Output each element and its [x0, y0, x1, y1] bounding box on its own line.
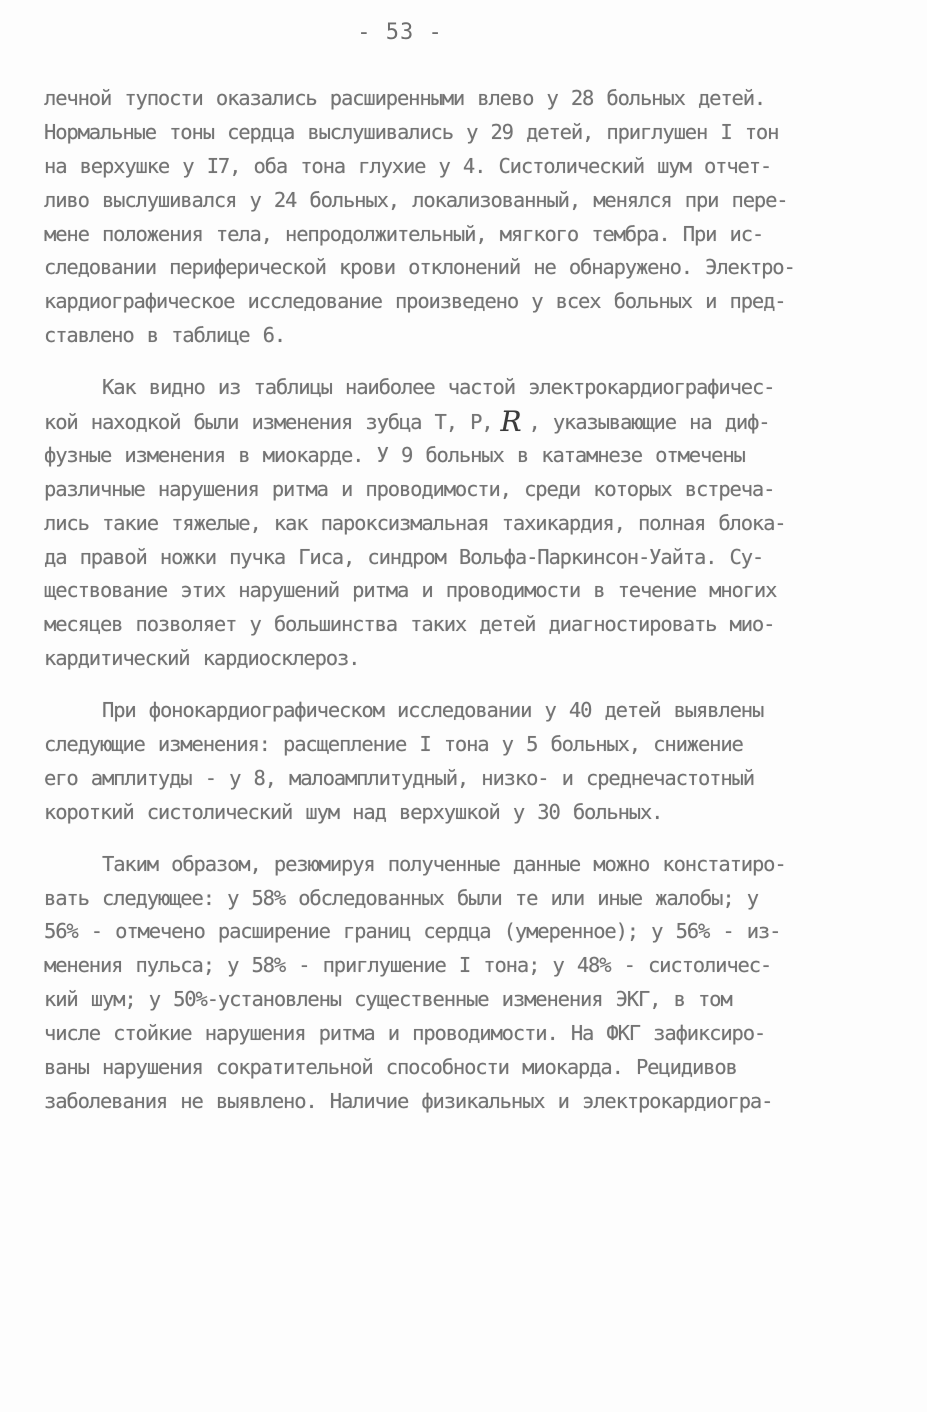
paragraph-gap	[44, 676, 874, 694]
handwritten-letter: R	[500, 405, 521, 439]
paragraph	[44, 82, 874, 353]
text-fragment: кой находкой были изменения зубца Т, Р,	[44, 410, 493, 435]
text-line: ваны нарушения сократительной способности миокарда. Рецидивов	[44, 1055, 737, 1080]
text-line: следующие изменения: расщепление I тона у 5 больных, снижение	[44, 732, 743, 757]
text-line: его амплитуды - у 8, малоамплитудный, низко- и среднечастотный	[44, 765, 754, 790]
text-line: Как видно из таблицы наиболее частой электрокардиографичес-	[102, 375, 775, 400]
text-line: числе стойкие нарушения ритма и проводимости. На ФКГ зафиксиро-	[44, 1021, 766, 1046]
text-line: да правой ножки пучка Гиса, синдром Вольфа-Паркинсон-Уайта. Су-	[44, 544, 764, 569]
text-line: мене положения тела, непродолжительный, мягкого тембра. При ис-	[44, 221, 764, 246]
text-line: лись такие тяжелые, как пароксизмальная тахикардия, полная блока-	[44, 510, 786, 535]
text-line: различные нарушения ритма и проводимости, среди которых встреча-	[44, 476, 775, 501]
text-line: При фонокардиографическом исследовании у 40 детей выявлены	[102, 698, 764, 723]
paragraph	[44, 371, 874, 676]
text-line: ливо выслушивался у 24 больных, локализованный, менялся при пере-	[44, 187, 788, 212]
text-line: на верхушке у I7, оба тона глухие у 4. Систолический шум отчет-	[44, 153, 772, 178]
text-line: вать следующее: у 58% обследованных были те или иные жалобы; у	[44, 885, 758, 910]
text-line: следовании периферической крови отклонений не обнаружено. Электро-	[44, 255, 795, 280]
text-line: кардиографическое исследование произведено у всех больных и пред-	[44, 289, 786, 314]
text-fragment: , указывающие на диф-	[528, 410, 770, 435]
text-line: фузные изменения в миокарде. У 9 больных в катамнезе отмечены	[44, 442, 745, 467]
text-line: Таким образом, резюмируя полученные данные можно констатиро-	[102, 851, 786, 876]
text-line: 56% - отмечено расширение границ сердца (умеренное); у 56% - из-	[44, 919, 781, 944]
text-line: Нормальные тоны сердца выслушивались у 29 детей, приглушен I тон	[44, 119, 779, 144]
text-line: заболевания не выявлено. Наличие физикальных и электрокардиогра-	[44, 1088, 773, 1113]
text-line-with-handwriting	[44, 405, 874, 439]
text-line: ставлено в таблице 6.	[44, 323, 286, 348]
paragraph-gap	[44, 830, 874, 848]
text-line: кий шум; у 50%-установлены существенные изменения ЭКГ, в том	[44, 987, 732, 1012]
paragraph-gap	[44, 353, 874, 371]
text-line: кардитический кардиосклероз.	[44, 646, 360, 671]
paragraph	[44, 848, 874, 1119]
text-line: месяцев позволяет у большинства таких детей диагностировать мио-	[44, 612, 775, 637]
text-line: ществование этих нарушений ритма и проводимости в течение многих	[44, 578, 777, 603]
page-number: - 53 -	[357, 20, 443, 45]
text-line: менения пульса; у 58% - приглушение I тона; у 48% - систоличес-	[44, 953, 772, 978]
text-line: лечной тупости оказались расширенными влево у 28 больных детей.	[44, 86, 766, 110]
body-text	[44, 82, 874, 1119]
paragraph	[44, 694, 874, 830]
text-line: короткий систолический шум над верхушкой у 30 больных.	[44, 799, 663, 824]
